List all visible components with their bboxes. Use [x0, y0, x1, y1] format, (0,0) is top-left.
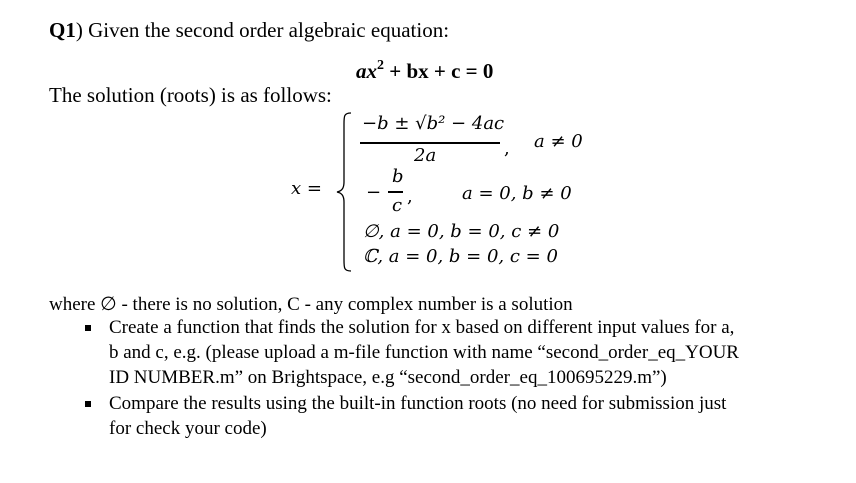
- bullet1-line3: ID NUMBER.m” on Brightspace, e.g “second_order_eq_100695229.m”): [109, 367, 667, 388]
- case1-condition: a ≠ 0: [534, 131, 583, 152]
- left-brace: [336, 112, 354, 272]
- case1-numerator: −b ± √b² − 4ac: [362, 113, 505, 134]
- eq-square: 2: [377, 58, 384, 73]
- question-label: Q1: [49, 18, 76, 42]
- case2-condition: a = 0, b ≠ 0: [462, 183, 572, 204]
- quadratic-equation: [356, 58, 493, 84]
- bullet2-line2: for check your code): [109, 418, 267, 439]
- bullet2-line1: Compare the results using the built-in function roots (no need for submission just: [109, 393, 727, 414]
- case2-numerator: b: [392, 166, 404, 187]
- case2-comma: ,: [407, 186, 413, 207]
- bullet1-line2: b and c, e.g. (please upload a m-file function with name “second_order_eq_YOUR: [109, 342, 739, 363]
- case3-empty-set: ∅, a = 0, b = 0, c ≠ 0: [363, 221, 560, 242]
- eq-rest: + bx + c = 0: [384, 59, 494, 83]
- where-explanation: where ∅ - there is no solution, C - any complex number is a solution: [49, 294, 573, 315]
- question-text: ) Given the second order algebraic equation:: [75, 18, 450, 42]
- case2-fraction-bar: [388, 191, 403, 193]
- case2-minus: −: [366, 182, 382, 203]
- case1-denominator: 2a: [414, 145, 437, 166]
- bullet1-line1: Create a function that finds the solution for x based on different input values for a,: [109, 317, 735, 338]
- solution-intro: The solution (roots) is as follows:: [49, 83, 332, 107]
- case2-denominator: c: [392, 195, 403, 216]
- case4-complex: ℂ, a = 0, b = 0, c = 0: [363, 246, 558, 267]
- eq-ax: ax: [356, 59, 377, 83]
- case1-comma: ,: [504, 138, 510, 159]
- question-heading: [49, 18, 449, 43]
- bullet-marker: [85, 401, 91, 407]
- case1-fraction-bar: [360, 142, 500, 144]
- x-equals: x =: [291, 178, 322, 199]
- bullet-marker: [85, 325, 91, 331]
